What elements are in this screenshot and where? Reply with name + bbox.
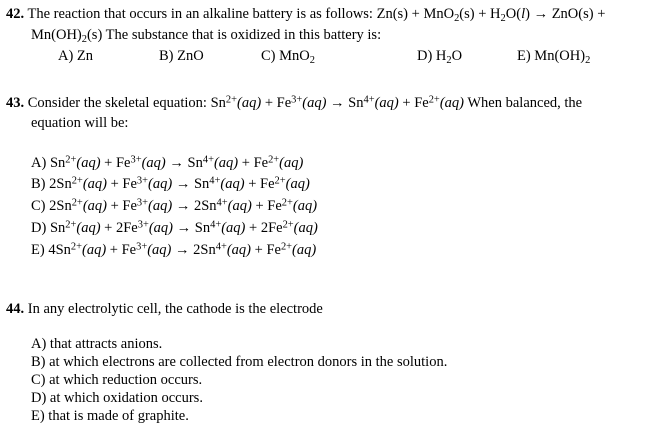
q43-option-a[interactable]: A) $Sn^{2+}(aq) + Fe^{3+}(aq) \to Sn^{4+}(aq) + Fe^{2+}(aq)$ xyxy=(31,154,304,171)
q43-line1 xyxy=(6,96,582,111)
q43-option-d[interactable]: D) $Sn^{2+}(aq) + 2Fe^{3+}(aq) \to Sn^{4+}(aq) + 2Fe^{2+}(aq)$ xyxy=(31,219,318,236)
q42-option-e[interactable]: E) $Mn(OH)_2$ xyxy=(517,48,591,67)
q44-option-b[interactable]: B) at which electrons are collected from electron donors in the solution. xyxy=(31,354,448,370)
q42-stem: The reaction that occurs in an alkaline battery is as follows: xyxy=(27,6,373,22)
q44-stem: In any electrolytic cell, the cathode is the electrode xyxy=(27,301,323,317)
q42-option-c[interactable]: C) MnO$_2$ xyxy=(261,48,315,67)
q43-skeletal-equation: $Sn^{2+}(aq) + Fe^{3+}(aq) \to Sn^{4+}(aq) + Fe^{2+}(aq)$ xyxy=(210,94,464,111)
q44-number: 44. xyxy=(6,301,25,317)
q42-line2 xyxy=(31,27,382,46)
q42-equation-part1: $Zn(s) + MnO_2(s) + H_2O(l) \to ZnO(s)$ + xyxy=(376,6,606,25)
q44-option-a[interactable]: A) that attracts anions. xyxy=(31,336,163,352)
q42-option-b[interactable]: B) ZnO xyxy=(159,48,204,64)
q42-equation-part2: $Mn(OH)_2(s)$ xyxy=(31,27,103,46)
q44-option-d[interactable]: D) at which oxidation occurs. xyxy=(31,390,203,406)
q43-option-c[interactable]: C) $2Sn^{2+}(aq) + Fe^{3+}(aq) \to 2Sn^{4+}(aq) + Fe^{2+}(aq)$ xyxy=(31,197,318,214)
q43-option-e[interactable]: E) $4Sn^{2+}(aq) + Fe^{3+}(aq) \to 2Sn^{4+}(aq) + Fe^{2+}(aq)$ xyxy=(31,241,317,258)
q42-number: 42. xyxy=(6,6,25,22)
q43-line2: equation will be: xyxy=(31,115,129,131)
q44-line1 xyxy=(6,302,323,317)
q43-option-b[interactable]: B) $2Sn^{2+}(aq) + Fe^{3+}(aq) \to Sn^{4+}(aq) + Fe^{2+}(aq)$ xyxy=(31,175,310,192)
q43-stem-start: Consider the skeletal equation: xyxy=(27,95,207,111)
q42-line1 xyxy=(6,6,606,25)
q43-stem-end: When balanced, the xyxy=(467,95,583,111)
q42-option-d[interactable]: D) $H_2O$ xyxy=(417,48,463,67)
q44-option-c[interactable]: C) at which reduction occurs. xyxy=(31,372,203,388)
q42-option-a[interactable]: A) Zn xyxy=(58,48,94,64)
q44-option-e[interactable]: E) that is made of graphite. xyxy=(31,408,189,424)
q42-question: The substance that is oxidized in this battery is: xyxy=(105,27,382,43)
q43-number: 43. xyxy=(6,95,25,111)
